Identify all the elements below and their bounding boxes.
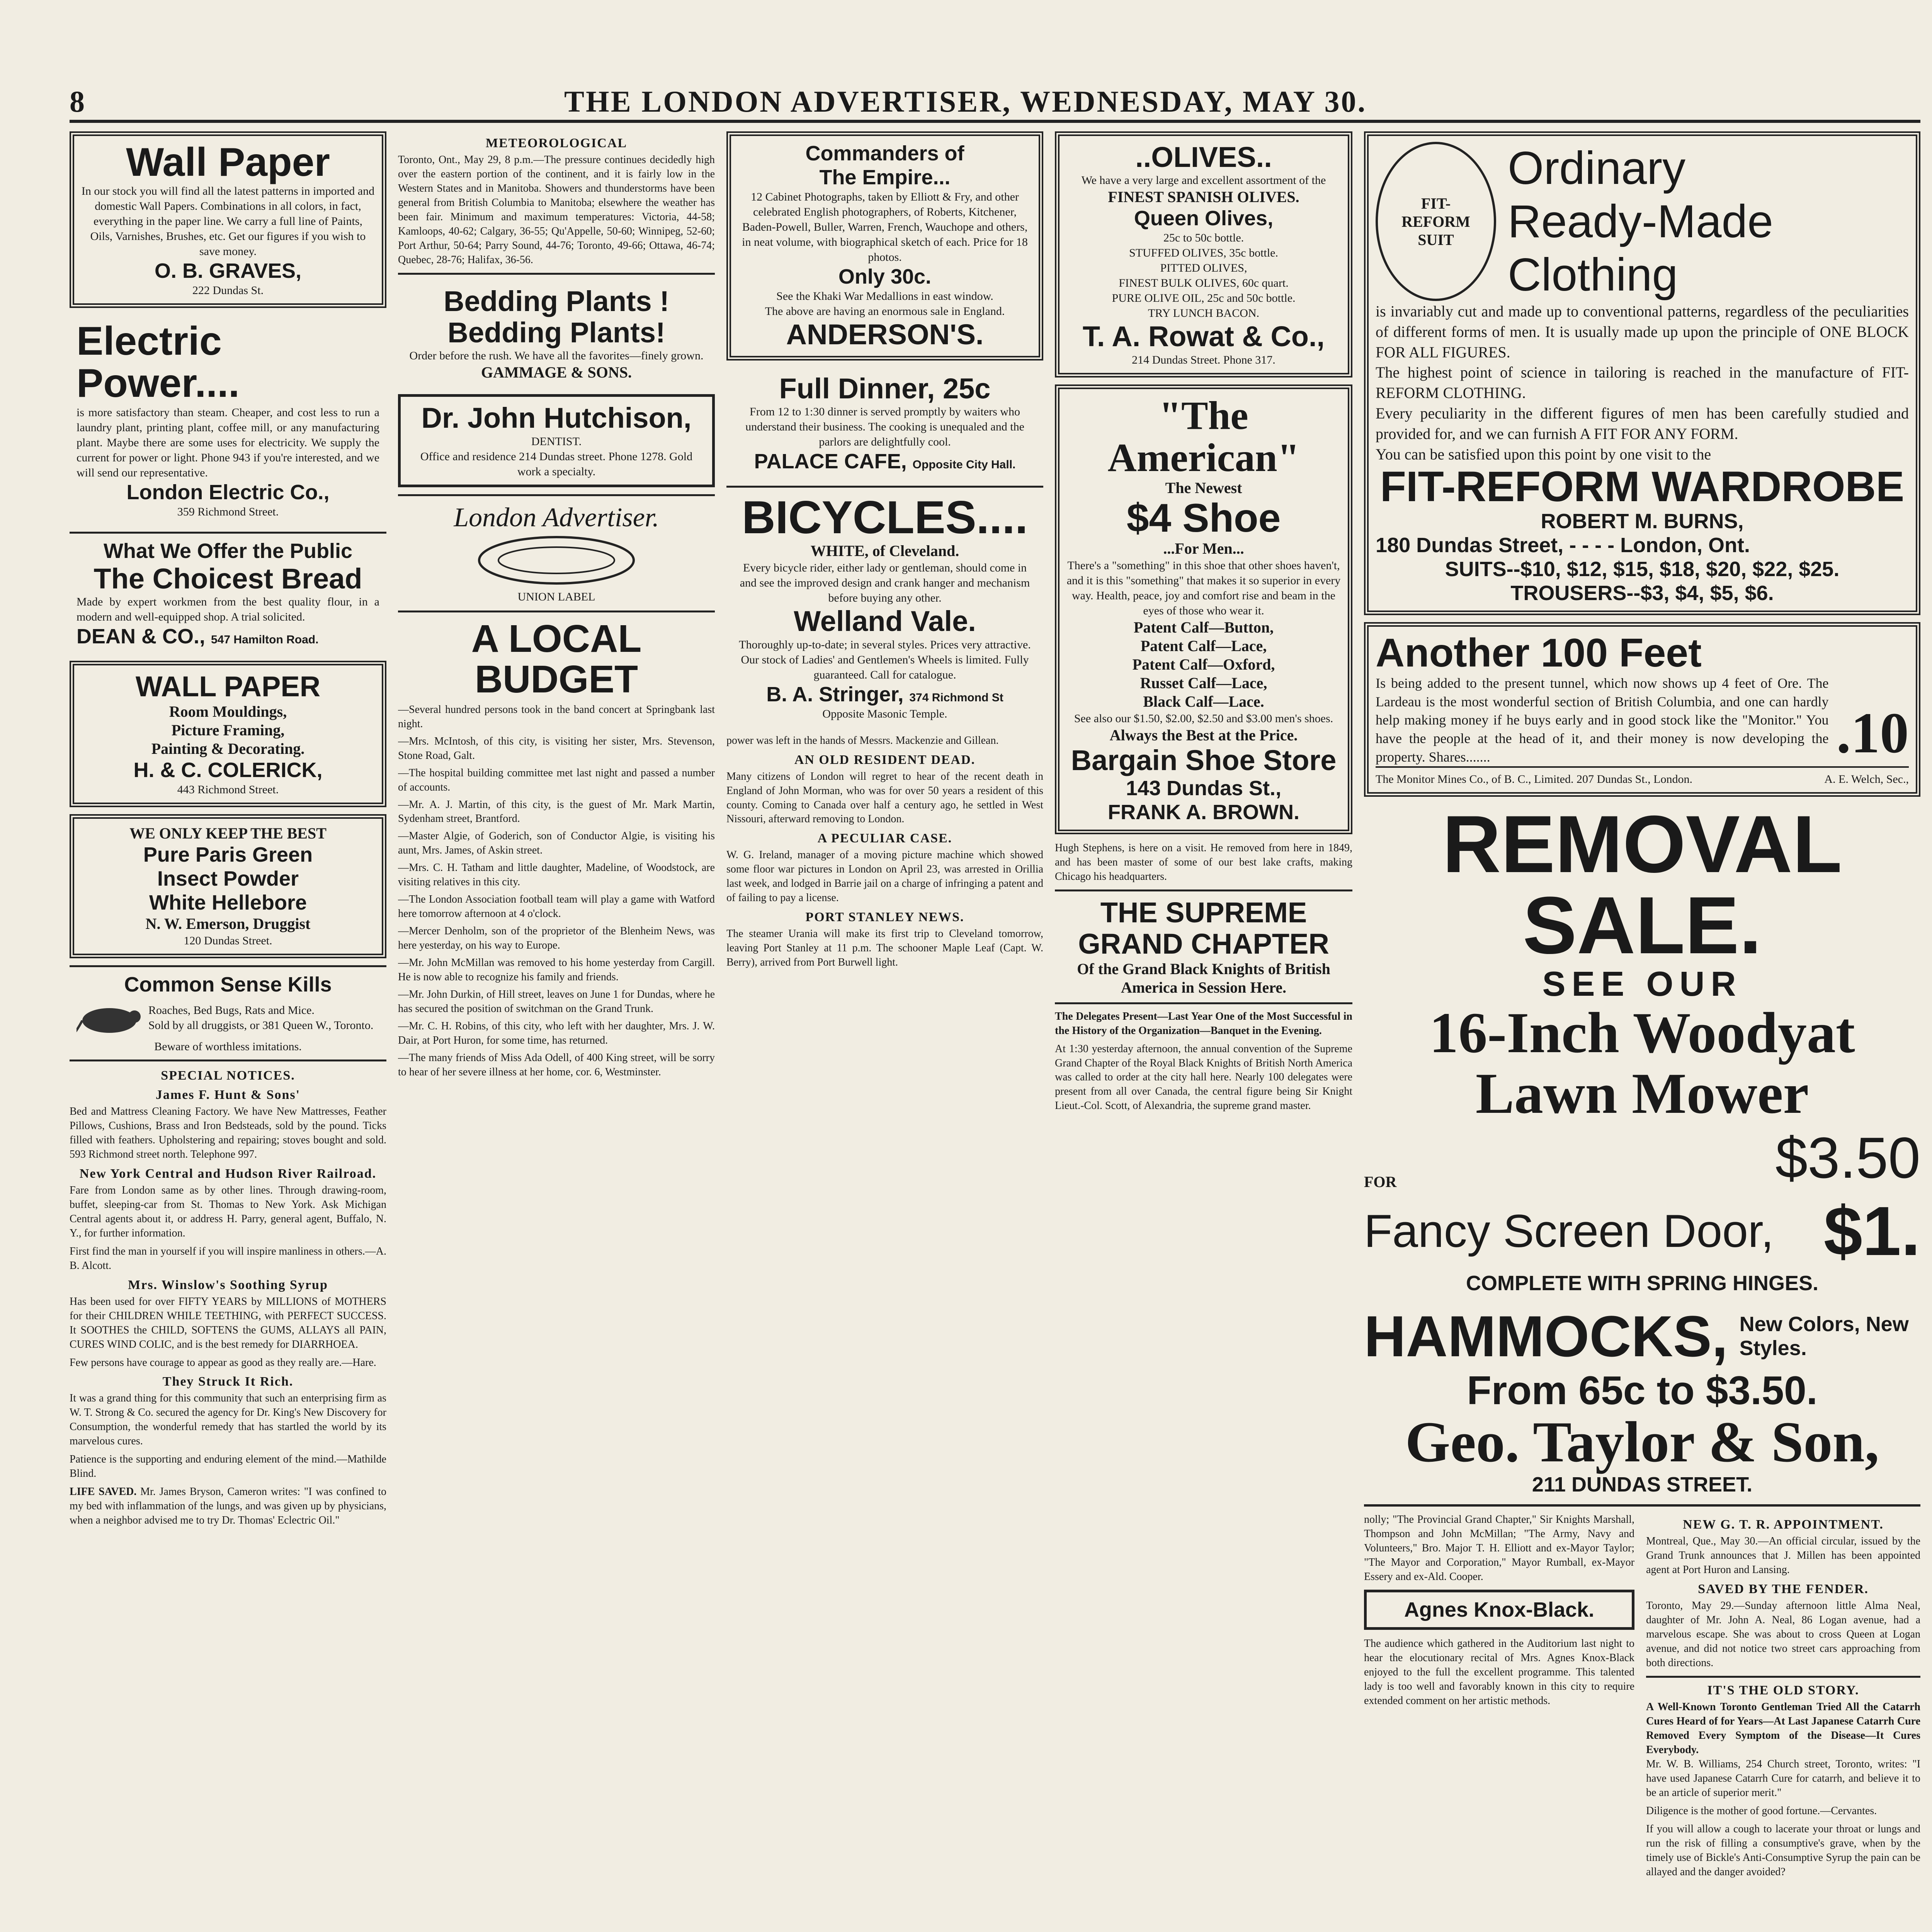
ad-for: FOR (1364, 1173, 1397, 1190)
budget-item: —Mr. John Durkin, of Hill street, leaves on June 1 for Dundas, where he has secured the position of switchman on the Grand Trunk. (398, 988, 715, 1015)
ad-title-2: American" (1107, 435, 1300, 480)
ad-title: Commanders of (805, 142, 964, 165)
ad-title: Bedding Plants ! (444, 285, 669, 317)
notice-title: New York Central and Hudson River Railroad. (79, 1167, 377, 1181)
notice-title: James F. Hunt & Sons' (155, 1088, 301, 1102)
notice-title: Mrs. Winslow's Soothing Syrup (128, 1277, 328, 1292)
ad-mower-2: Lawn Mower (1475, 1061, 1809, 1126)
ad-style: Patent Calf—Oxford, (1132, 656, 1275, 673)
ad-name: H. & C. COLERICK, (133, 758, 323, 782)
ad-title: WALL PAPER (135, 670, 321, 703)
ad-owner: ROBERT M. BURNS, (1541, 509, 1744, 533)
ad-medallions: See the Khaki War Medallions in east window. (776, 290, 993, 303)
ad-bicycles (726, 486, 1043, 726)
quote: Few persons have courage to appear as good as they really are.—Hare. (70, 1356, 376, 1369)
fit-reform-badge (1376, 142, 1496, 301)
newspaper-page (70, 77, 1920, 1932)
ad-opposite: Opposite Masonic Temple. (822, 707, 947, 720)
budget-item: —Master Algie, of Goderich, son of Conductor Algie, is visiting his aunt, Mrs. James, of Askin street. (398, 830, 715, 857)
ad-title: BICYCLES.... (742, 492, 1028, 544)
ad-body: In our stock you will find all the latest patterns in imported and domestic Wall Papers. Combinations in all colors, in fact, everything in the paper line. We carry a full line of Paints, Oils, Varnishes, Brushes, etc. Get our figures if you wish to save money. (81, 185, 375, 258)
ad-title: Another 100 Feet (1376, 631, 1702, 676)
news-heading: Agnes Knox-Black. (1404, 1598, 1595, 1622)
news-body: The audience which gathered in the Auditorium last night to hear the elocutionary recital of Mrs. Agnes Knox-Black enjoyed to the full the excellent programme. This talented lady is too well and favorably known in this city to require extended comment on her artistic methods. (1364, 1638, 1634, 1707)
ad-intro: WE ONLY KEEP THE BEST (129, 824, 327, 842)
ad-line: FINEST BULK OLIVES, 60c quart. (1119, 277, 1289, 290)
notice-body: Mr. James Bryson, Cameron writes: "I was confined to my bed with inflammation of the lungs, and was given up by physicians, when a neighbor advised me to try Dr. Thomas' Eclectric Oil." (70, 1486, 386, 1527)
ad-address: 443 Richmond Street. (177, 783, 279, 796)
quote: Diligence is the mother of good fortune.—Cervantes. (1646, 1804, 1877, 1817)
ad-body: 12 Cabinet Photographs, taken by Elliott & Fry, and other celebrated English photographers, of Roberts, Kitchener, Baden-Powell, Buller, Warren, French, Wauchope and others, in neat volume, with biographical sketch of each. Price for 18 photos. (742, 190, 1028, 264)
column-2 (398, 131, 715, 1932)
ad-title: Full Dinner, 25c (779, 372, 991, 405)
ad-common-sense (70, 965, 386, 1061)
budget-item: —Mr. John McMillan was removed to his home yesterday from Cargill. He is now able to recognize his family and friends. (398, 957, 715, 983)
ad-choicest-bread (70, 532, 386, 654)
ad-commanders (726, 131, 1043, 361)
ad-spanish: FINEST SPANISH OLIVES. (1108, 188, 1299, 206)
ad-title: Wall Paper (126, 140, 330, 185)
weather-report: Toronto, Ont., May 29, 8 p.m.—The pressure continues decidedly high over the eastern portion of the continent, and it is fairly low in the Western States and in Manitoba. Showers and thunderstorms have been general from British Columbia to Manitoba; elsewhere the weather has been fair. Minimum and maximum temperatures: Victoria, 44-58; Kamloops, 40-62; Calgary, 36-55; Qu'Appelle, 50-60; Winnipeg, 52-60; Port Arthur, 50-64; Parry Sound, 44-76; Toronto, 49-66; Ottawa, 46-74; Quebec, 28-76; Halifax, 36-56. (398, 154, 715, 266)
local-budget-items (398, 703, 715, 1080)
ad-body: Order before the rush. We have all the favorites—finely grown. (409, 349, 704, 362)
news-body: Mr. W. B. Williams, 254 Church street, Toronto, writes: "I have used Japanese Catarrh Cure for catarrh, and believe it to be an article of superior merit." (1646, 1758, 1920, 1799)
ad-see-our: SEE OUR (1542, 965, 1742, 1004)
news-heading: NEW G. T. R. APPOINTMENT. (1683, 1517, 1884, 1532)
ad-mower-price: $3.50 (1775, 1125, 1920, 1190)
logo-title: London Advertiser. (454, 502, 659, 532)
news-deck: The Delegates Present—Last Year One of the Most Successful in the History of the Organization—Banquet in the Evening. (1055, 1010, 1352, 1037)
budget-item: —Several hundred persons took in the band concert at Springbank last night. (398, 703, 715, 730)
quote: Patience is the supporting and enduring element of the mind.—Mathilde Blind. (70, 1453, 386, 1480)
budget-item: —Mr. C. H. Robins, of this city, who left with her daughter, Mrs. J. W. Dair, at Port Huron, for some time, has returned. (398, 1020, 715, 1046)
news-body: W. G. Ireland, manager of a moving picture machine which showed some floor war pictures in London on April 23, was arrested in Orillia last week, and lodged in Barrie jail on a charge of infringing a patent and of failing to pay a license. (726, 849, 1043, 904)
ad-hinges: COMPLETE WITH SPRING HINGES. (1466, 1271, 1819, 1295)
ad-address: 359 Richmond Street. (177, 505, 279, 518)
ad-name: Dr. John Hutchison, (421, 402, 692, 434)
budget-item: —The many friends of Miss Ada Odell, of 400 King street, will be sorry to hear of her severe illness at her home, cor. 6, Westminster. (398, 1051, 715, 1078)
ad-name: DEAN & CO., (77, 625, 206, 648)
ad-name: Bargain Shoe Store (1071, 744, 1337, 777)
column-5 (1364, 131, 1920, 1932)
ad-monitor-mines (1364, 622, 1920, 797)
ad-title-2: The Empire... (819, 166, 951, 189)
ad-fit-reform (1364, 131, 1920, 615)
ad-owner: FRANK A. BROWN. (1108, 800, 1299, 824)
ad-style: Black Calf—Lace. (1143, 693, 1264, 711)
ad-price: .10 (1836, 701, 1909, 765)
ad-name: T. A. Rowat & Co., (1082, 320, 1325, 353)
ad-newest: The Newest (1165, 479, 1242, 497)
ad-screen-price: $1. (1823, 1192, 1920, 1270)
page-number: 8 (70, 85, 86, 118)
notice-body: Fare from London same as by other lines. Through drawing-room, buffet, sleeping-car from St. Thomas to New York. Ask Michigan Central agents about it, or address H. Parry, general agent, Buffalo, N. Y., for further information. (70, 1184, 386, 1239)
ad-line: Pure Paris Green (143, 843, 313, 866)
ad-title: What We Offer the Public (103, 539, 353, 563)
ad-address: 214 Dundas Street. Phone 317. (1132, 353, 1276, 366)
news-body: Toronto, May 29.—Sunday afternoon little Alma Neal, daughter of Mr. John A. Neal, 86 Logan avenue, had a marvelous escape. She was about to cross Queen at Logan avenue, and did not notice two street cars approaching from both directions. (1646, 1600, 1920, 1669)
ad-brand-2: Welland Vale. (794, 605, 976, 638)
column-4 (1055, 131, 1352, 1932)
ad-queen: Queen Olives, (1134, 207, 1274, 230)
section-heading: A LOCAL BUDGET (471, 617, 642, 701)
ad-name: B. A. Stringer, (766, 682, 904, 706)
ad-bedding-plants (398, 280, 715, 388)
ad-name: GAMMAGE & SONS. (481, 364, 632, 381)
ad-sold: Sold by all druggists, or 381 Queen W., Toronto. (148, 1019, 374, 1032)
ad-full-dinner (726, 367, 1043, 479)
ad-name: PALACE CAFE, (754, 450, 907, 473)
ad-title-2: Bedding Plants! (447, 316, 665, 349)
column-3 (726, 131, 1043, 1932)
ad-wall-paper-graves (70, 131, 386, 308)
ad-style: Patent Calf—Lace, (1140, 637, 1267, 655)
news-heading: SAVED BY THE FENDER. (1698, 1582, 1869, 1597)
news-body: Montreal, Que., May 30.—An official circular, issued by the Grand Trunk announces that J. Millen has been appointed agent at Port Huron and Lansing. (1646, 1535, 1920, 1576)
ad-name: Geo. Taylor & Son, (1405, 1410, 1879, 1474)
masthead-title: THE LONDON ADVERTISER, WEDNESDAY, MAY 30. (564, 85, 1367, 118)
ad-line: Insect Powder (157, 867, 299, 890)
ad-shoe: $4 Shoe (1126, 496, 1281, 541)
budget-item: —Mr. A. J. Martin, of this city, is the guest of Mr. Mark Martin, Sydenham street, Brantford. (398, 798, 715, 825)
ad-name: ANDERSON'S. (786, 318, 984, 351)
ad-store: FIT-REFORM WARDROBE (1380, 463, 1905, 511)
budget-item: —The hospital building committee met last night and passed a number of accounts. (398, 767, 715, 793)
budget-item: —Mrs. C. H. Tatham and little daughter, Madeline, of Woodstock, are visiting relatives in this city. (398, 862, 715, 888)
news-subheading: Of the Grand Black Knights of British America in Session Here. (1077, 960, 1330, 996)
news-heading: THE SUPREME (1100, 896, 1307, 929)
ad-body: Every bicycle rider, either lady or gentleman, should come in and see the improved design and crank hanger and mechanism before buying any other. (740, 561, 1030, 605)
masthead (70, 77, 1920, 123)
ad-body: The highest point of science in tailoring is reached in the manufacture of FIT-REFORM CLOTHING. (1376, 364, 1909, 402)
ad-brand: WHITE, of Cleveland. (810, 542, 959, 560)
news-body: If you will allow a cough to lacerate your throat or lungs and run the risk of filling a consumptive's grave, when by the timely use of Bickle's Anti-Consumptive Syrup the pain can be allayed and the danger avoided? (1646, 1823, 1920, 1878)
ad-body: Office and residence 214 Dundas street. Phone 1278. Gold work a specialty. (420, 450, 693, 478)
ad-body-2: Thoroughly up-to-date; in several styles. Prices very attractive. Our stock of Ladies' and Gentlemen's Wheels is limited. Fully guaranteed. Call for catalogue. (739, 638, 1031, 681)
ad-body: There's a "something" in this shoe that other shoes haven't, and it is this "something" that makes it so superior in every way. Health, peace, joy and comfort rise and beam in the eyes of those who wear it. (1066, 559, 1341, 617)
ad-price: Only 30c. (838, 265, 932, 289)
ad-style: Russet Calf—Lace, (1140, 674, 1267, 692)
ad-footer-right: A. E. Welch, Sec., (1824, 773, 1909, 786)
badge-line: SUIT (1418, 231, 1454, 248)
badge-line: REFORM (1401, 213, 1470, 230)
ad-title: Ordinary (1508, 142, 1686, 194)
notice-body: Bed and Mattress Cleaning Factory. We have New Mattresses, Feather Pillows, Cushions, Brass and Iron Bedsteads, sold by the pound. Ticks filled with feathers. Upholstering and repairing; stoves bought and sold. 593 Richmond street north. Telephone 997. (70, 1105, 386, 1161)
news-intro: Hugh Stephens, is here on a visit. He removed from here in 1849, and has been master of some of our best lake crafts, making Chicago his headquarters. (1055, 842, 1352, 883)
ad-line: Picture Framing, (171, 721, 285, 739)
news-heading: PORT STANLEY NEWS. (805, 910, 964, 925)
ad-olives (1055, 131, 1352, 378)
news-intro: power was left in the hands of Messrs. Mackenzie and Gillean. (726, 734, 999, 747)
ad-style: Patent Calf—Button, (1133, 619, 1274, 636)
ad-footer-left: The Monitor Mines Co., of B. C., Limited. 207 Dundas St., London. (1376, 773, 1692, 786)
ad-line: Painting & Decorating. (151, 740, 305, 757)
news-body: At 1:30 yesterday afternoon, the annual convention of the Supreme Grand Chapter of the Royal Black Knights of British North America was called to order at the city hall here. Nearly 100 delegates were present from all over Canada, the central figure being Sir Knight Lieut.-Col. Scott, of Alexandria, the supreme grand master. (1055, 1043, 1352, 1112)
news-heading-2: GRAND CHAPTER (1078, 928, 1329, 960)
ad-suits: SUITS--$10, $12, $15, $18, $20, $22, $25. (1445, 558, 1840, 581)
ad-address: 120 Dundas Street. (184, 934, 272, 947)
ad-trousers: TROUSERS--$3, $4, $5, $6. (1510, 582, 1774, 605)
ad-removal: REMOVAL SALE. (1442, 799, 1842, 971)
ad-intro: We have a very large and excellent assortment of the (1081, 174, 1326, 187)
ad-address: 211 DUNDAS STREET. (1532, 1473, 1753, 1497)
news-heading: AN OLD RESIDENT DEAD. (794, 752, 976, 767)
rat-illustration-icon (77, 997, 142, 1039)
ad-body: From 12 to 1:30 dinner is served promptly by waiters who understand their business. The cooking is unequaled and the parlors are delightfully cool. (745, 405, 1024, 449)
ad-line: PITTED OLIVES, (1160, 262, 1247, 275)
ad-emerson-druggist (70, 814, 386, 958)
ad-address: 180 Dundas Street, - - - - London, Ont. (1376, 533, 1750, 557)
budget-item: —Mrs. McIntosh, of this city, is visiting her sister, Mrs. Stevenson, Stone Road, Galt. (398, 735, 715, 762)
union-label-text: UNION LABEL (517, 590, 595, 603)
ad-screen: Fancy Screen Door, (1364, 1205, 1774, 1257)
notice-body: It was a grand thing for this community that such an enterprising firm as W. T. Strong & Co. secured the agency for Dr. King's New Discovery for Consumption, the wonderful remedy that has startled the world by its marvelous cures. (70, 1392, 386, 1447)
ad-address: Opposite City Hall. (912, 458, 1016, 471)
ad-name: O. B. GRAVES, (154, 259, 302, 283)
section-heading: METEOROLOGICAL (485, 136, 628, 150)
ad-american-shoe (1055, 384, 1352, 834)
ad-geo-taylor (1364, 799, 1920, 1507)
ad-for-men: ...For Men... (1163, 540, 1244, 558)
ad-name: N. W. Emerson, Druggist (145, 915, 311, 933)
ad-title: DENTIST. (531, 435, 582, 448)
news-deck: A Well-Known Toronto Gentleman Tried All the Catarrh Cures Heard of for Years—At Last Japanese Catarrh Cure Removed Every Symptom of the Disease—It Cures Everybody. (1646, 1701, 1920, 1756)
advertiser-logo (398, 494, 715, 612)
ad-line: TRY LUNCH BACON. (1148, 307, 1260, 320)
ad-body: is invariably cut and made up to conventional patterns, regardless of the peculiarities of different forms of men. It is usually made up upon the principle of ONE BLOCK FOR ALL FIGURES. (1376, 303, 1909, 361)
ad-also: See also our $1.50, $2.00, $2.50 and $3.00 men's shoes. (1074, 712, 1333, 725)
ad-address: 374 Richmond St (909, 691, 1003, 704)
ad-queen-price: 25c to 50c bottle. (1163, 231, 1244, 245)
ad-mower: 16-Inch Woodyat (1429, 1000, 1855, 1065)
ad-wall-paper-colerick (70, 661, 386, 807)
quote: First find the man in yourself if you will inspire manliness in others.—A. B. Alcott. (70, 1245, 386, 1272)
news-body: nolly; "The Provincial Grand Chapter," Sir Knights Marshall, Thompson and John McMillan; "The Army, Navy and Volunteers," Bro. Major T. H. Elliott and ex-Mayor Taylor; "The Mayor and Corporation," Mayor Rumball, ex-Mayor Essery and ex-Ald. Cooper. (1364, 1514, 1634, 1583)
ad-electric-power (70, 315, 386, 524)
ad-body: Every peculiarity in the different figures of men has been carefully studied and provided for, and we can furnish A FIT FOR ANY FORM. (1376, 404, 1909, 442)
ad-title: ..OLIVES.. (1135, 141, 1272, 173)
ad-title-2: The Choicest Bread (94, 562, 362, 595)
news-heading: A PECULIAR CASE. (817, 831, 952, 846)
news-heading: IT'S THE OLD STORY. (1707, 1683, 1859, 1698)
ad-body: Is being added to the present tunnel, which now shows up 4 feet of Ore. The Lardeau is the most wonderful section of British Columbia, and one can hardly help making money if he buys early and in good stock like the "Monitor." You have the people at the head of it, and their money is now developing the property. Shares....... (1376, 675, 1829, 765)
ad-hutchison (398, 394, 715, 487)
ad-body: is more satisfactory than steam. Cheaper, and cost less to run a laundry plant, printing plant, coffee mill, or any manufacturing plant. Maybe there are some uses for electricity. We supply the current for power or light. Phone 943 if you're interested, and we will send our representative. (77, 406, 379, 479)
notice-title: LIFE SAVED. (70, 1486, 137, 1498)
badge-line: FIT- (1421, 194, 1451, 212)
notice-title: They Struck It Rich. (162, 1374, 294, 1389)
ad-address: 222 Dundas St. (192, 284, 264, 297)
news-body: The steamer Urania will make its first trip to Cleveland tomorrow, leaving Port Stanley at 11 p.m. The schooner Maple Leaf (Capt. W. Berry), arrived from Port Burwell light. (726, 928, 1043, 969)
ad-line: PURE OLIVE OIL, 25c and 50c bottle. (1112, 292, 1296, 305)
ad-title: Electric Power.... (77, 319, 240, 406)
ad-name: London Electric Co., (126, 480, 330, 504)
ad-body: You can be satisfied upon this point by one visit to the (1376, 445, 1711, 463)
budget-item: —Mercer Denholm, son of the proprietor of the Blenheim News, was here yesterday, on his way to Europe. (398, 925, 715, 952)
ad-from: From 65c to $3.50. (1467, 1368, 1818, 1413)
column-1 (70, 131, 386, 1932)
union-label-icon (475, 533, 638, 587)
ad-title-3: Clothing (1508, 249, 1678, 301)
ad-address: 143 Dundas St., (1126, 776, 1282, 800)
ad-note: The above are having an enormous sale in England. (765, 305, 1005, 318)
ad-beware: Beware of worthless imitations. (154, 1040, 302, 1053)
news-knox-box (1364, 1590, 1634, 1630)
ad-title: "The (1159, 393, 1248, 438)
notice-body: Has been used for over FIFTY YEARS by MILLIONS of MOTHERS for their CHILDREN WHILE TEETHING, with PERFECT SUCCESS. It SOOTHES the CHILD, SOFTENS the GUMS, ALLAYS all PAIN, CURES WIND COLIC, and is the best remedy for DIARRHOEA. (70, 1295, 386, 1350)
ad-always: Always the Best at the Price. (1109, 726, 1298, 744)
ad-body: Made by expert workmen from the best quality flour, in a modern and well-equipped shop. A trial solicited. (77, 595, 379, 624)
budget-item: —The London Association football team will play a game with Watford here tomorrow afternoon at 4 o'clock. (398, 893, 715, 920)
ad-line: Room Mouldings, (169, 702, 287, 720)
ad-line: STUFFED OLIVES, 35c bottle. (1129, 247, 1278, 260)
ad-colors: New Colors, New Styles. (1739, 1313, 1909, 1360)
ad-hammocks: HAMMOCKS, (1364, 1303, 1728, 1369)
ad-line: White Hellebore (149, 891, 307, 914)
news-body: Many citizens of London will regret to hear of the recent death in England of John Morman, who was for over 50 years a resident of this county. Coming to Canada over half a century ago, he settled in West Nissouri, afterward removing to London. (726, 770, 1043, 825)
ad-address: 547 Hamilton Road. (211, 633, 319, 646)
ad-line: Roaches, Bed Bugs, Rats and Mice. (148, 1004, 315, 1017)
ad-title-2: Ready-Made (1508, 196, 1774, 247)
special-notices (70, 1068, 386, 1528)
section-heading: SPECIAL NOTICES. (161, 1068, 295, 1083)
ad-title: Common Sense Kills (124, 973, 332, 997)
